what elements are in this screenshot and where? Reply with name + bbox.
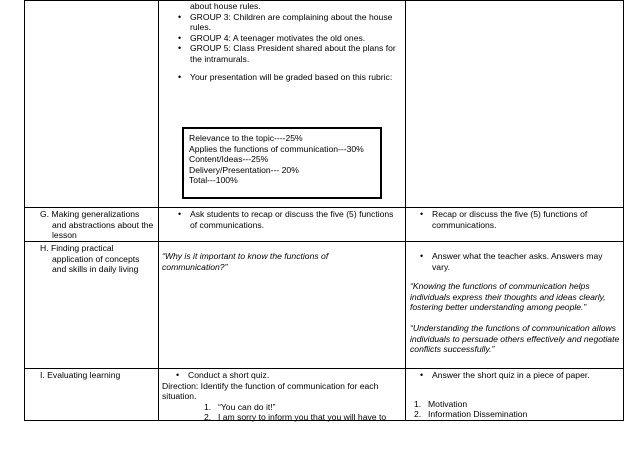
row-g-teacher (172, 209, 400, 230)
col-border-2 (405, 0, 406, 421)
rubric-line: Applies the functions of communication---30% (189, 143, 364, 154)
row-border-h (24, 241, 624, 242)
row-i-label: I. Evaluating learning (40, 370, 121, 380)
top-row-teacher-cell (166, 1, 398, 82)
list-item: • Ask students to recap or discuss the five (5) functions of communications. (172, 209, 400, 230)
row-g-student (414, 209, 620, 230)
row-g-label: G. Making generalizations and abstractions about the lesson (40, 209, 154, 241)
graded-note: • Your presentation will be graded based on this rubric: (172, 72, 398, 83)
quiz-item: 2. I am sorry to inform you that you will have to (204, 412, 387, 423)
quiz-item: 1. “You can do it!” (204, 401, 276, 412)
list-item: • GROUP 4: A teenager motivates the old ones. (172, 33, 398, 44)
row-i-teacher (162, 370, 402, 423)
rubric-box (182, 127, 382, 199)
col-border-right (623, 0, 624, 421)
student-quote-2: “Understanding the functions of communication allows individuals to persuade others effectively and negotiate conflicts successfully.” (410, 322, 620, 355)
student-quote-1: “Knowing the functions of communication helps individuals express their thoughts and ideas clearly, fostering better understanding among people.” (410, 281, 606, 313)
list-item: • Recap or discuss the five (5) functions of communications. (414, 209, 620, 230)
list-item: • GROUP 3: Children are complaining about the house rules. (172, 12, 398, 33)
rubric-line: Content/Ideas---25% (189, 154, 269, 165)
col-border-left (24, 0, 25, 421)
row-h-student (410, 251, 620, 355)
list-item: • Answer the short quiz in a piece of paper. (414, 370, 620, 381)
col-border-1 (158, 0, 159, 421)
row-border-g (24, 207, 624, 208)
rubric-line: Relevance to the topic----25% (189, 133, 303, 143)
row-i-student (414, 370, 620, 420)
row-h-label: H. Finding practical application of concepts and skills in daily living (40, 243, 140, 275)
answer-item: 1. Motivation (414, 398, 468, 409)
row-h-teacher: “Why is it important to know the functions of communication?” (162, 251, 329, 272)
answer-item: 2. Information Dissemination (414, 409, 528, 420)
list-item: • GROUP 5: Class President shared about the plans for the intramurals. (172, 43, 398, 64)
list-item: • Conduct a short quiz. (170, 370, 402, 381)
group-list (166, 12, 398, 65)
list-item: • Answer what the teacher asks. Answers may vary. (414, 251, 620, 272)
rubric-line: Total---100% (189, 175, 238, 186)
rubric-line: Delivery/Presentation--- 20% (189, 164, 299, 175)
graded-note-list (166, 72, 398, 83)
direction-text: Direction: Identify the function of communication for each situation. (162, 380, 379, 402)
row-border-i (24, 368, 624, 369)
continued-line: about house rules. (190, 1, 261, 11)
